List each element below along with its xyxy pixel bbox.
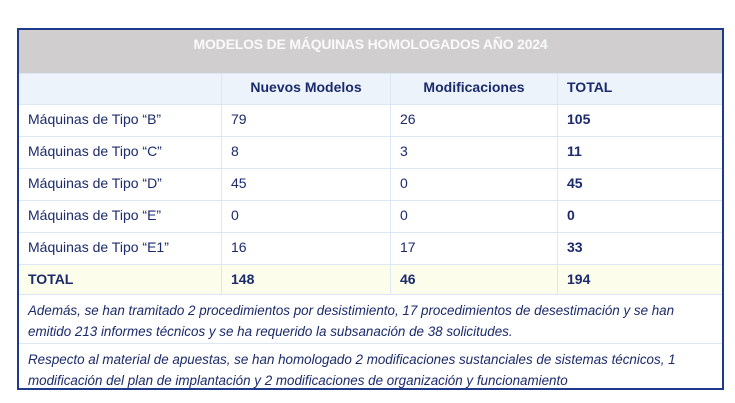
cell-modificaciones: 3 [391, 137, 558, 168]
column-header-row [19, 74, 722, 105]
row-label: Máquinas de Tipo “E” [19, 201, 222, 232]
table-title: MODELOS DE MÁQUINAS HOMOLOGADOS AÑO 2024 [193, 36, 548, 52]
total-modificaciones: 46 [391, 265, 558, 294]
table-row-tipo-c [19, 137, 722, 169]
cell-nuevos: 79 [222, 105, 391, 136]
table-row-tipo-e1 [19, 233, 722, 265]
column-header-total: TOTAL [567, 79, 613, 95]
row-label: Máquinas de Tipo “E1” [19, 233, 222, 264]
cell-modificaciones: 17 [391, 233, 558, 264]
cell-modificaciones: 0 [391, 169, 558, 200]
cell-total: 11 [567, 143, 582, 159]
row-label: Máquinas de Tipo “C” [19, 137, 222, 168]
cell-modificaciones: 26 [391, 105, 558, 136]
cell-total: 105 [567, 111, 591, 127]
cell-modificaciones: 0 [391, 201, 558, 232]
cell-total: 0 [567, 207, 575, 223]
table-title-band [19, 30, 722, 74]
table-row-total [19, 265, 722, 295]
cell-total: 33 [567, 239, 583, 255]
total-grand: 194 [567, 271, 591, 287]
column-header-empty [19, 74, 222, 104]
column-header-modificaciones: Modificaciones [391, 74, 558, 104]
row-label: Máquinas de Tipo “B” [19, 105, 222, 136]
cell-nuevos: 0 [222, 201, 391, 232]
table-row-tipo-d [19, 169, 722, 201]
total-label: TOTAL [19, 265, 222, 294]
column-header-nuevos-modelos: Nuevos Modelos [222, 74, 391, 104]
total-nuevos: 148 [222, 265, 391, 294]
table-row-tipo-e [19, 201, 722, 233]
cell-total: 45 [567, 175, 583, 191]
cell-nuevos: 45 [222, 169, 391, 200]
note-procedures: Además, se han tramitado 2 procedimientos por desistimiento, 17 procedimientos de desestimación y se han emitido 213 informes técnicos y se ha requerido la subsanación de 38 solicitudes. [19, 295, 722, 344]
row-label: Máquinas de Tipo “D” [19, 169, 222, 200]
cell-nuevos: 16 [222, 233, 391, 264]
cell-nuevos: 8 [222, 137, 391, 168]
note-betting-material: Respecto al material de apuestas, se han homologado 2 modificaciones sustanciales de sistemas técnicos, 1 modificación del plan de implantación y 2 modificaciones de organización y funcionamiento [28, 352, 676, 388]
table-row-tipo-b [19, 105, 722, 137]
homologated-machines-table [17, 28, 724, 390]
